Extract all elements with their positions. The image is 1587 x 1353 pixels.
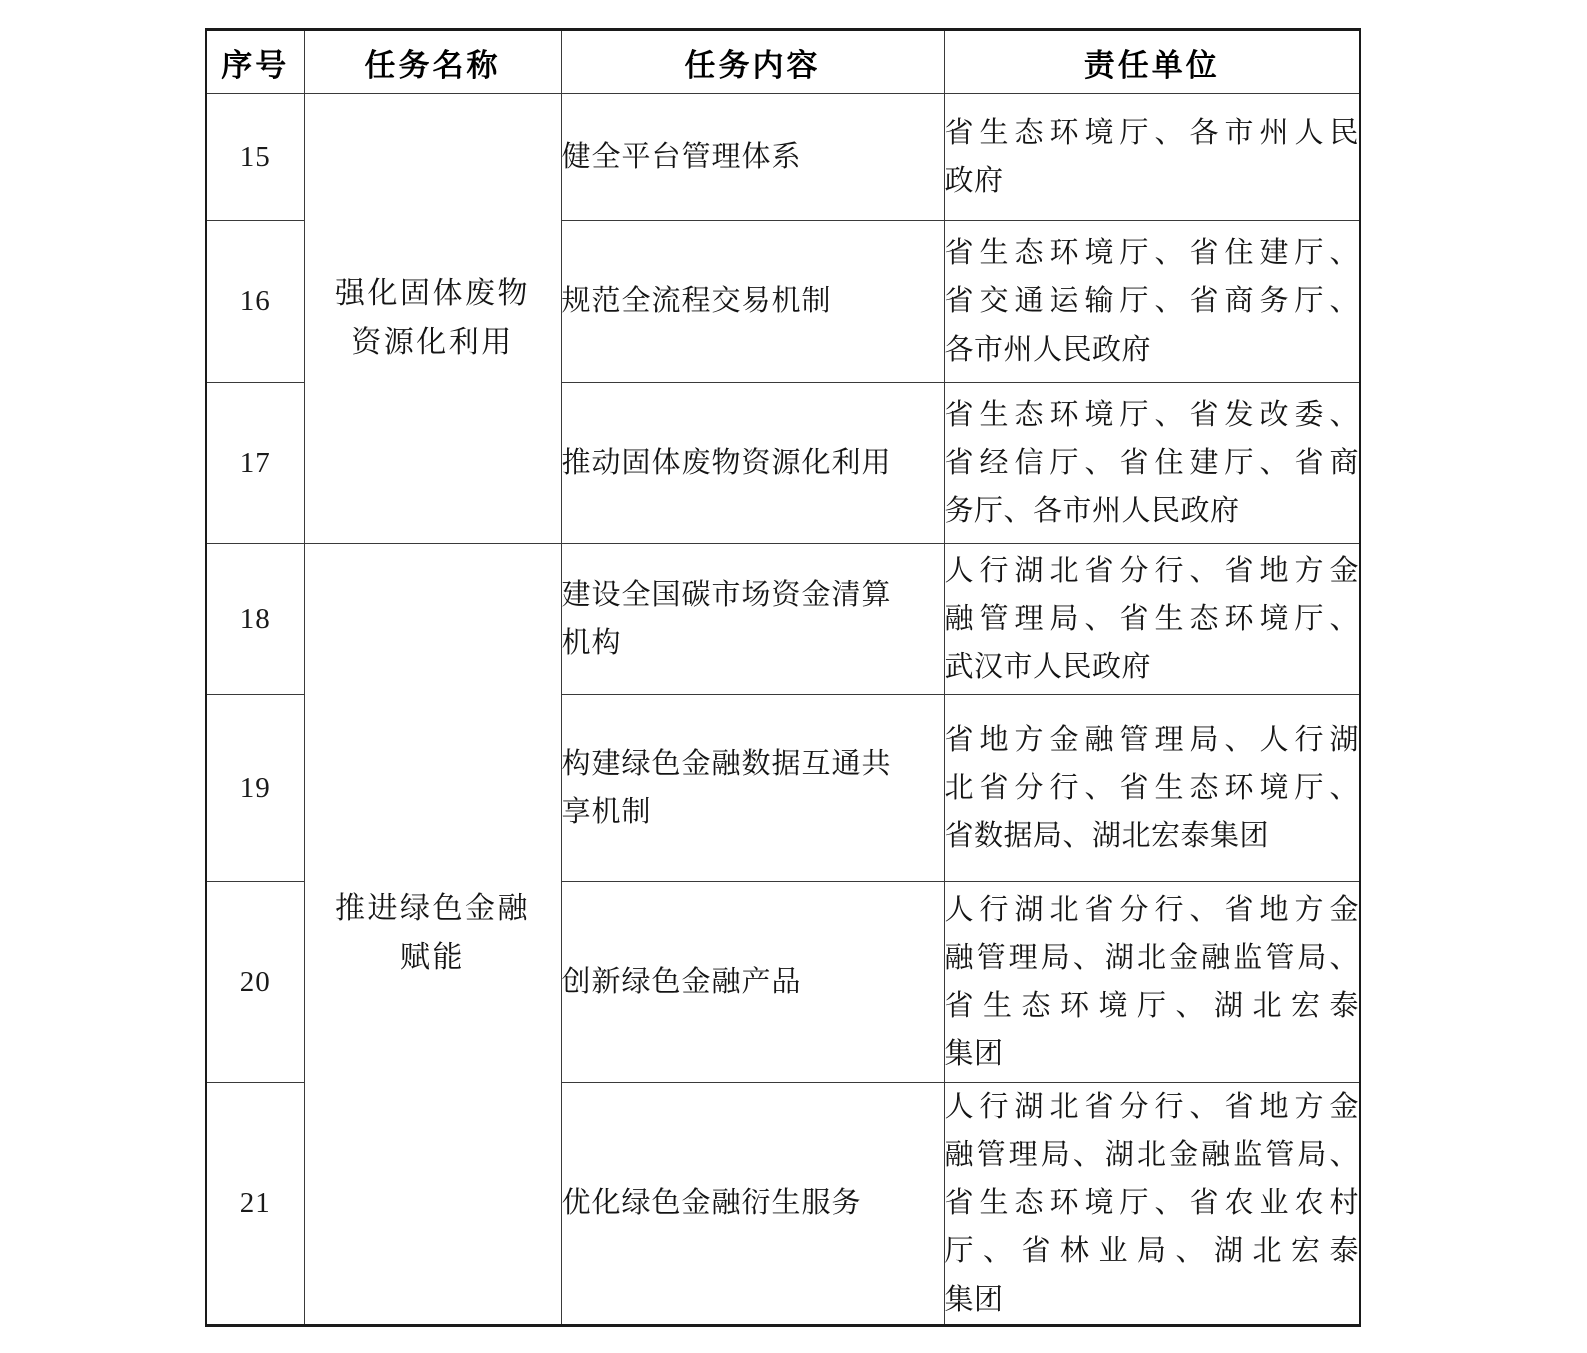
row-sequence-number: 20 — [206, 882, 304, 1083]
row-sequence-number: 19 — [206, 695, 304, 882]
responsible-unit-line: 省生态环境厅、省发改委、 — [944, 398, 1359, 431]
responsible-unit-line: 省生态环境厅、湖北宏泰 — [944, 990, 1359, 1022]
responsible-unit-cell — [944, 882, 1360, 1083]
responsible-unit-line: 人行湖北省分行、省地方金 — [944, 554, 1359, 587]
column-header-seq: 序号 — [206, 30, 304, 94]
responsible-unit-line: 省生态环境厅、省农业农村 — [944, 1187, 1359, 1220]
responsible-unit-cell — [944, 94, 1360, 221]
task-assignment-table — [205, 28, 1361, 1327]
task-name-line: 强化固体废物 — [335, 276, 530, 310]
responsible-unit-cell — [944, 544, 1360, 695]
responsible-unit-line: 省数据局、湖北宏泰集团 — [944, 820, 1270, 853]
responsible-unit-line: 融管理局、省生态环境厅、 — [944, 602, 1359, 635]
responsible-unit-line: 省生态环境厅、省住建厅、 — [944, 237, 1359, 270]
table-row — [206, 94, 1360, 221]
column-header-task-content: 任务内容 — [561, 30, 944, 94]
task-content-line: 构建绿色金融数据互通共 — [561, 747, 892, 780]
row-sequence-number: 18 — [206, 544, 304, 695]
responsible-unit-cell — [944, 1083, 1360, 1326]
responsible-unit-line: 北省分行、省生态环境厅、 — [944, 771, 1359, 804]
task-content-cell — [561, 882, 944, 1083]
responsible-unit-cell — [944, 695, 1360, 882]
responsible-unit-line: 省生态环境厅、各市州人民 — [944, 116, 1359, 149]
responsible-unit-line: 人行湖北省分行、省地方金 — [944, 1091, 1359, 1123]
table-row — [206, 544, 1360, 695]
task-table-container — [205, 28, 1359, 1327]
responsible-unit-line: 省交通运输厅、省商务厅、 — [944, 285, 1359, 318]
task-content-cell — [561, 383, 944, 544]
row-sequence-number: 15 — [206, 94, 304, 221]
responsible-unit-cell — [944, 221, 1360, 383]
task-content-line: 机构 — [561, 627, 622, 659]
responsible-unit-line: 武汉市人民政府 — [944, 651, 1152, 684]
responsible-unit-line: 人行湖北省分行、省地方金 — [944, 893, 1359, 926]
task-content-cell — [561, 695, 944, 882]
responsible-unit-line: 省地方金融管理局、人行湖 — [944, 723, 1359, 756]
responsible-unit-line: 融管理局、湖北金融监管局、 — [944, 1139, 1359, 1172]
task-name-group-cell — [304, 544, 561, 1326]
task-content-line: 优化绿色金融衍生服务 — [561, 1187, 862, 1220]
task-content-line: 健全平台管理体系 — [561, 140, 802, 173]
row-sequence-number: 21 — [206, 1083, 304, 1326]
column-header-responsible-unit: 责任单位 — [944, 30, 1360, 94]
responsible-unit-line: 集团 — [944, 1283, 1004, 1316]
column-header-task-name: 任务名称 — [304, 30, 561, 94]
task-name-line: 资源化利用 — [351, 325, 514, 359]
task-name-line: 赋能 — [400, 940, 465, 974]
responsible-unit-line: 各市州人民政府 — [944, 333, 1152, 366]
task-name-group-cell — [304, 94, 561, 544]
task-content-cell — [561, 544, 944, 695]
row-sequence-number: 17 — [206, 383, 304, 544]
task-content-line: 享机制 — [561, 796, 652, 828]
responsible-unit-line: 融管理局、湖北金融监管局、 — [944, 941, 1359, 974]
task-content-cell — [561, 221, 944, 383]
responsible-unit-line: 省经信厅、省住建厅、省商 — [944, 446, 1359, 479]
row-sequence-number: 16 — [206, 221, 304, 383]
table-header-row — [206, 30, 1360, 94]
responsible-unit-line: 政府 — [944, 165, 1004, 197]
responsible-unit-cell — [944, 383, 1360, 544]
task-content-cell — [561, 1083, 944, 1326]
responsible-unit-line: 集团 — [944, 1038, 1004, 1071]
task-content-line: 推动固体废物资源化利用 — [561, 446, 892, 479]
responsible-unit-line: 务厅、各市州人民政府 — [944, 495, 1240, 528]
task-content-cell — [561, 94, 944, 221]
task-content-line: 建设全国碳市场资金清算 — [561, 578, 892, 611]
task-content-line: 创新绿色金融产品 — [561, 965, 802, 998]
responsible-unit-line: 厅、省林业局、湖北宏泰 — [944, 1235, 1359, 1268]
task-name-line: 推进绿色金融 — [335, 892, 530, 926]
task-content-line: 规范全流程交易机制 — [561, 285, 832, 318]
